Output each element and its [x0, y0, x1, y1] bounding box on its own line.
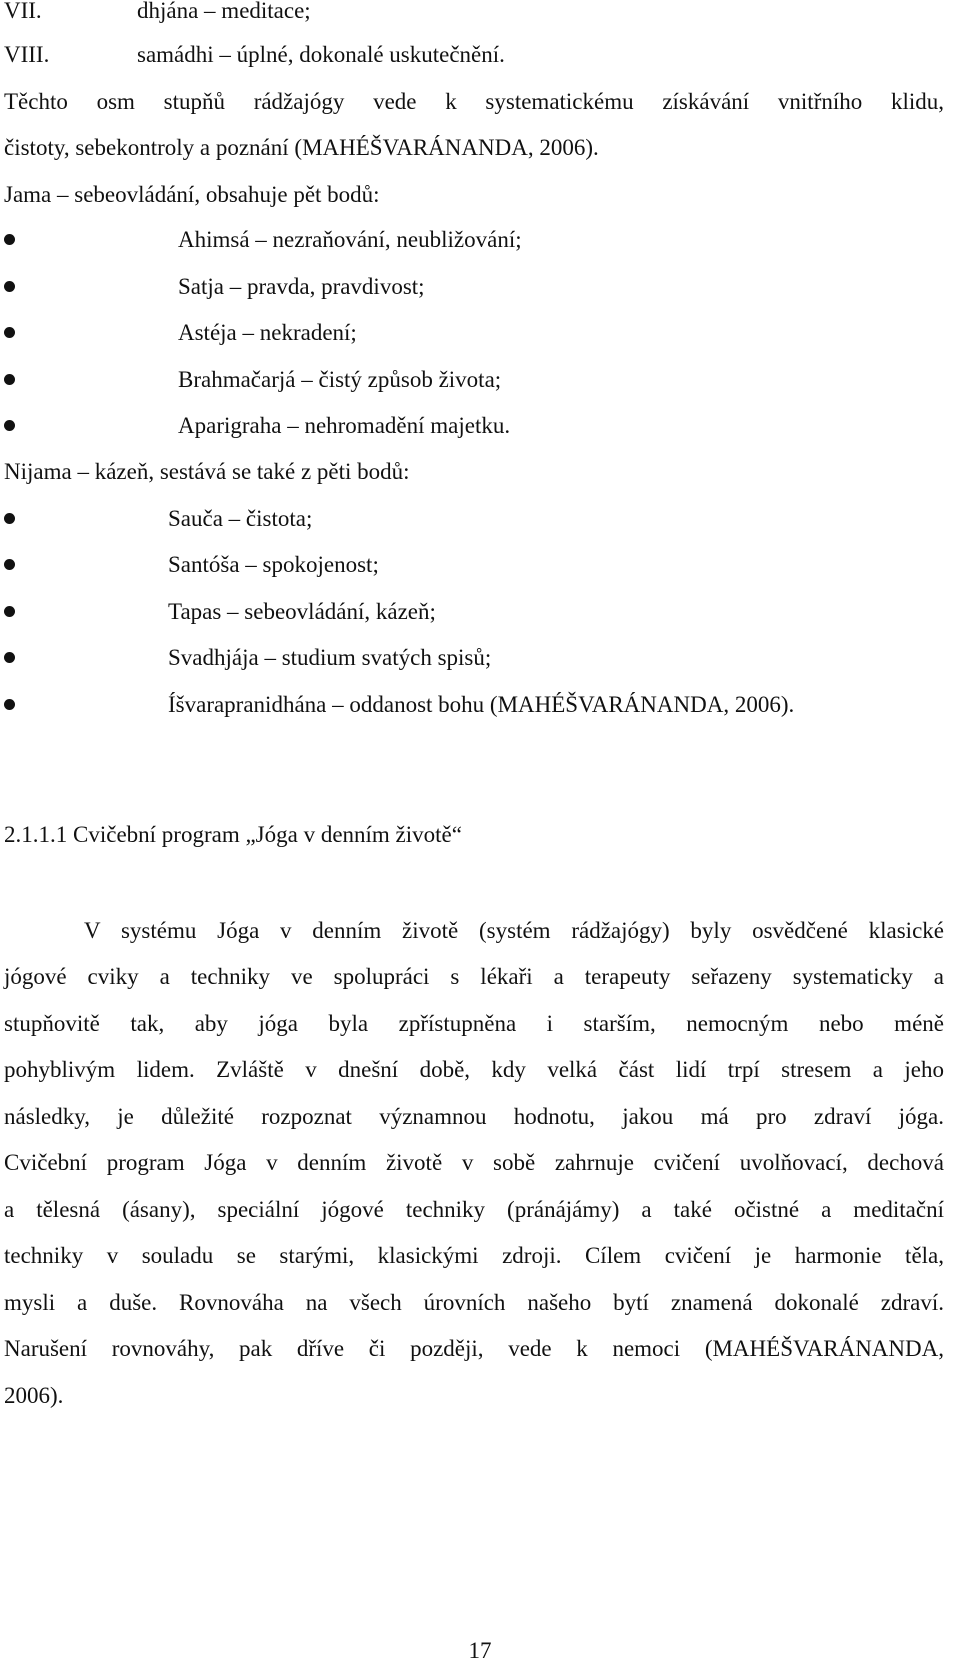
intro-line: Těchto osm stupňů rádžajógy vede k systematickému získávání vnitřního klidu, — [4, 89, 944, 114]
paragraph-line: V systému Jóga v denním životě (systém rádžajógy) byly osvědčené klasické — [84, 918, 944, 943]
nijama-item: Sauča – čistota; — [168, 506, 313, 531]
paragraph-line: mysli a duše. Rovnováha na všech úrovních našeho bytí znamená dokonalé zdraví. — [4, 1290, 944, 1315]
section-heading: 2.1.1.1 Cvičební program „Jóga v denním životě“ — [4, 822, 462, 847]
nijama-item: Tapas – sebeovládání, kázeň; — [168, 599, 436, 624]
paragraph-line: Narušení rovnováhy, pak dříve či později, vede k nemoci (MAHÉŠVARÁNANDA, — [4, 1336, 944, 1361]
paragraph-line: stupňovitě tak, aby jóga byla zpřístupněna i starším, nemocným nebo méně — [4, 1011, 944, 1036]
jama-item: Brahmačarjá – čistý způsob života; — [178, 367, 502, 392]
jama-item: Ahimsá – nezraňování, neubližování; — [178, 227, 522, 252]
jama-heading: Jama – sebeovládání, obsahuje pět bodů: — [4, 182, 380, 207]
bullet-icon — [4, 281, 15, 292]
paragraph-line: techniky v souladu se starými, klasickými zdroji. Cílem cvičení je harmonie těla, — [4, 1243, 944, 1268]
bullet-icon — [4, 559, 15, 570]
bullet-icon — [4, 234, 15, 245]
intro-line: čistoty, sebekontroly a poznání (MAHÉŠVARÁNANDA, 2006). — [4, 135, 599, 160]
roman-item-text: samádhi – úplné, dokonalé uskutečnění. — [137, 42, 505, 67]
page-number: 17 — [468, 1638, 492, 1663]
roman-item-text: dhjána – meditace; — [137, 0, 311, 23]
paragraph-line: a tělesná (ásany), speciální jógové techniky (pránájámy) a také očistné a meditační — [4, 1197, 944, 1222]
nijama-heading: Nijama – kázeň, sestává se také z pěti bodů: — [4, 459, 410, 484]
bullet-icon — [4, 374, 15, 385]
bullet-icon — [4, 606, 15, 617]
paragraph-line: 2006). — [4, 1383, 64, 1408]
bullet-icon — [4, 420, 15, 431]
bullet-icon — [4, 699, 15, 710]
bullet-icon — [4, 327, 15, 338]
paragraph-line: pohyblivým lidem. Zvláště v dnešní době, kdy velká část lidí trpí stresem a jeho — [4, 1057, 944, 1082]
paragraph-line: následky, je důležité rozpoznat významnou hodnotu, jakou má pro zdraví jóga. — [4, 1104, 944, 1129]
jama-item: Aparigraha – nehromadění majetku. — [178, 413, 511, 438]
jama-item: Satja – pravda, pravdivost; — [178, 274, 425, 299]
bullet-icon — [4, 652, 15, 663]
nijama-item: Íšvarapranidhána – oddanost bohu (MAHÉŠVARÁNANDA, 2006). — [168, 692, 795, 717]
bullet-icon — [4, 513, 15, 524]
paragraph-line: Cvičební program Jóga v denním životě v sobě zahrnuje cvičení uvolňovací, dechová — [4, 1150, 944, 1175]
roman-numeral: VIII. — [4, 42, 50, 67]
jama-item: Astéja – nekradení; — [178, 320, 357, 345]
nijama-item: Svadhjája – studium svatých spisů; — [168, 645, 492, 670]
paragraph-line: jógové cviky a techniky ve spolupráci s lékaři a terapeuty seřazeny systematicky a — [4, 964, 944, 989]
roman-numeral: VII. — [4, 0, 42, 23]
nijama-item: Santóša – spokojenost; — [168, 552, 379, 577]
